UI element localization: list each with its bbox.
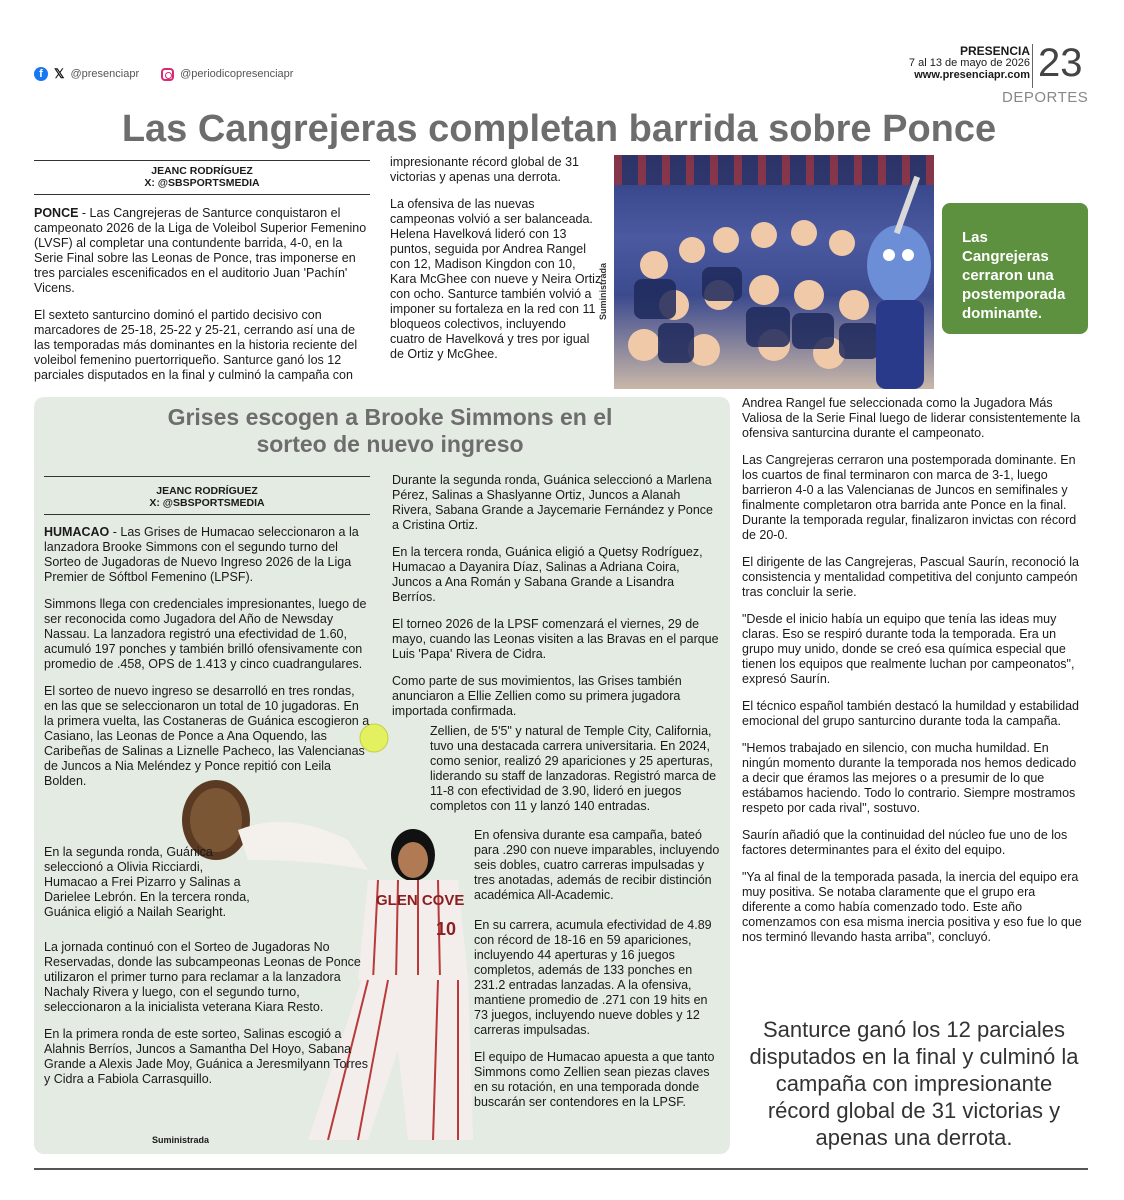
article2-paragraph-6: En la primera ronda de este sorteo, Salinas escogió a Alahnis Berríos, Juncos a Samantha Del Hoyo, Sabana Grande a Alexis Jade Moy, Guánica a Jeresmilyann Torres y Cidra a Fabiola Carrasquillo. [44,1027,368,1086]
team-celebration-photo [614,155,934,389]
social-handle-x: @presenciapr [70,68,140,80]
dateline-2: HUMACAO [44,525,110,539]
header-divider [1032,44,1033,88]
byline-name: JEANC RODRÍGUEZ [151,165,253,177]
article1-paragraph-1: PONCE - Las Cangrejeras de Santurce conquistaron el campeonato 2026 de la Liga de Voleibol Superior Femenino (LVSF) al completar una contundente barrida, 4-0, en la Serie Final sobre las Leonas de Ponce, tras imponerse en tres parciales escenificados en el auditorio Juan 'Pachín' Vicens. [34,206,367,295]
article2-column-2 [392,473,720,719]
bottom-rule [34,1168,1088,1170]
article2-paragraph-8: En la tercera ronda, Guánica eligió a Quetsy Rodríguez, Humacao a Dayanira Díaz, Salinas a Adriana Coira, Juncos a Ana Román y Sabana Grande a Lisandra Berríos. [392,545,703,604]
article1-paragraph-11: Saurín añadió que la continuidad del núcleo fue uno de los factores determinantes para el éxito del equipo. [742,828,1068,857]
byline-rule-top [34,160,370,161]
article2-paragraph-1: HUMACAO - Las Grises de Humacao seleccionaron a la lanzadora Brooke Simmons con el segundo turno del Sorteo de Jugadoras de Nuevo Ingreso 2026 de la Liga Premier de Sóftbol Femenino (LPSF). [44,525,359,584]
main-headline: Las Cangrejeras completan barrida sobre Ponce [121,108,997,150]
article2-paragraph-10: Como parte de sus movimientos, las Grises también anunciaron a Ellie Zellien como su primera jugadora importada confirmada. [392,674,682,718]
article1-paragraph-7: El dirigente de las Cangrejeras, Pascual Saurín, reconoció la consistencia y mentalidad competitiva del conjunto campeón tras concluir la serie. [742,555,1079,599]
facebook-icon: f [34,67,48,81]
instagram-icon [161,68,174,81]
dateline: PONCE [34,206,79,220]
article1-paragraph-8: "Desde el inicio había un equipo que tenía las ideas muy claras. Eso se respiró durante toda la temporada. Era un grupo muy unido, donde se creó esa química especial que tienen los equipos que realmente luchan por campeonatos", expresó Saurín. [742,612,1075,686]
byline-2-name: JEANC RODRÍGUEZ [156,485,258,497]
highlight-box-text: Las Cangrejeras cerraron una postemporada dominante. [962,229,1066,322]
byline-rule-bottom [34,194,370,195]
byline [34,165,370,189]
article2-paragraph-14: El equipo de Humacao apuesta a que tanto Simmons como Zellien sean piezas claves en su rotación, en una temporada donde buscarán ser contendores en la LPSF. [474,1050,715,1109]
article1-paragraph-10: "Hemos trabajado en silencio, con mucha humildad. En ningún momento durante la temporada nos hemos dedicado a decir que éramos las mejores o a presumir de lo que estábamos haciendo. Todo lo contrario. Siempre mostramos respeto por cada rival", sostuvo. [742,741,1077,815]
website: www.presenciapr.com [914,69,1030,81]
jersey-number: 10 [436,919,457,939]
article1-column-1 [34,206,370,383]
article2-column-2d [474,918,720,1110]
article2-paragraph-2: Simmons llega con credenciales impresionantes, luego de ser reconocida como Jugadora del Año de Newsday Nassau. La lanzadora registró una efectividad de 1.60, acumuló 197 ponches y también brilló ofensivamente con promedio de .458, OPS de 1.413 y cinco cuadrangulares. [44,597,367,671]
article2-paragraph-3: El sorteo de nuevo ingreso se desarrolló en tres rondas, en las que se seleccionaron un total de 10 jugadoras. En la primera vuelta, las Costaneras de Guánica escogieron a Casiano, las Leonas de Ponce a Ana Oquendo, las Caribeñas de Salinas a Liznelle Pacheco, las Valencianas de Juncos a Nia Meléndez y Ponce repitió con Leila Bolden. [44,684,370,788]
byline2-rule-top [44,476,370,477]
article2-column-1c [44,940,370,1087]
article2-column-2b [430,724,722,814]
article2-paragraph-4: En la segunda ronda, Guánica seleccionó a Olivia Ricciardi, Humacao a Frei Pizarro y Salinas a Darielee Lebrón. En la tercera ronda, Guánica eligió a Nailah Searight. [44,845,250,919]
article2-paragraph-13: En su carrera, acumula efectividad de 4.89 con récord de 18-16 en 59 apariciones, incluyendo 44 aperturas y 16 juegos completos, además de 133 ponches en 231.2 entradas lanzadas. A la ofensiva, mantiene promedio de .271 con 19 hits en 73 juegos, incluyendo nueve dobles y 12 carreras impulsadas. [474,918,712,1037]
social-handle-instagram: @periodicopresenciapr [180,68,294,80]
article2-paragraph-11: Zellien, de 5'5" y natural de Temple City, California, tuvo una destacada carrera universitaria. En 2024, como senior, realizó 29 apariciones y 25 aperturas, liderando su staff de lanzadoras. Registró marca de 11-8 con efectividad de 3.90, lideró en juegos completos con 11 y lanzó 140 entradas. [430,724,717,813]
section-label: DEPORTES [1002,89,1089,106]
x-icon: 𝕏 [54,66,65,81]
article1-paragraph-9: El técnico español también destacó la humildad y estabilidad emocional del grupo santurcino durante toda la campaña. [742,699,1080,728]
social-bar [34,66,293,82]
article1-paragraph-6: Las Cangrejeras cerraron una postemporada dominante. En los cuartos de final terminaron con marca de 3-1, luego barrieron 4-0 a las Valencianas de Juncos en semifinales y finalmente completaron otra barrida ante Ponce en la final. Durante la temporada regular, finalizaron invictas con récord de 20-0. [742,453,1077,542]
article1-paragraph-3: impresionante récord global de 31 victorias y apenas una derrota. [390,155,580,184]
article1-paragraph-4: La ofensiva de las nuevas campeonas volvió a ser balanceada. Helena Havelková lideró con 13 puntos, seguida por Andrea Rangel con 12, Madison Kingdon con 10, Kara McGhee con nueve y Neira Ortiz con ocho. Santurce también volvió a imponer su fortaleza en la red con 11 bloqueos colectivos, incluyendo cuatro de Havelková y tres por igual de Ortiz y McGhee. [390,197,602,361]
article1-column-2 [390,155,602,362]
photo-credit-2: Suministrada [152,1135,210,1145]
byline-2-handle: X: @SBSPORTSMEDIA [149,497,265,509]
article1-paragraph-5: Andrea Rangel fue seleccionada como la Jugadora Más Valiosa de la Serie Final luego de liderar consistentemente la ofensiva santurcina durante el campeonato. [742,396,1081,440]
article1-paragraph-12: "Ya al final de la temporada pasada, la inercia del equipo era muy positiva. Se notaba claramente que el grupo era diferente a como había comenzado todo. Este año comenzamos con esa misma inercia positiva y eso fue lo que nos terminó llevando hasta arriba", concluyó. [742,870,1082,944]
publication-info [909,45,1030,81]
article2-column-2c [474,828,720,903]
article2-column-1b [44,845,254,920]
article2-paragraph-9: El torneo 2026 de la LPSF comenzará el viernes, 29 de mayo, cuando las Leonas visiten a las Bravas en el parque Luis 'Papa' Rivera de Cidra. [392,617,719,661]
byline2-rule-bottom [44,514,370,515]
pull-quote: Santurce ganó los 12 parciales disputados en la final y culminó la campaña con impresionante récord global de 31 victorias y apenas una derrota. [749,1017,1079,1150]
byline-2 [44,485,370,509]
article2-paragraph-5: La jornada continuó con el Sorteo de Jugadoras No Reservadas, donde las subcampeonas Leonas de Ponce utilizaron el primer turno para reclamar a la lanzadora Nachaly Rivera y luego, con el segundo turno, seleccionaron a la inicialista veterana Kiara Resto. [44,940,361,1014]
article2-column-1 [44,525,370,789]
article1-column-3 [742,396,1086,945]
byline-handle: X: @SBSPORTSMEDIA [144,177,260,189]
secondary-headline: Grises escogen a Brooke Simmons en el sorteo de nuevo ingreso [167,404,613,457]
page-number: 23 [1038,41,1083,85]
article1-paragraph-2: El sexteto santurcino dominó el partido decisivo con marcadores de 25-18, 25-22 y 25-21, cerrando así una de las temporadas más dominantes en la historia reciente del voleibol femenino puertorriqueño. Santurce ganó los 12 parciales disputados en la final y culminó la campaña con [34,308,358,382]
photo-credit-1: Suministrada [598,262,608,320]
publication-name: PRESENCIA [959,44,1030,58]
jersey-text: GLEN COVE [376,892,465,909]
issue-date: 7 al 13 de mayo de 2026 [908,57,1030,69]
article2-paragraph-7: Durante la segunda ronda, Guánica seleccionó a Marlena Pérez, Salinas a Shaslyanne Ortiz, Juncos a Alanah Rivera, Sabana Grande a Jaycemarie Fernández y Ponce a Cristina Ortiz. [392,473,714,532]
article2-paragraph-12: En ofensiva durante esa campaña, bateó para .290 con nueve imparables, incluyendo seis dobles, cuatro carreras impulsadas y tres anotadas, además de recibir distinción académica All-Academic. [474,828,720,902]
